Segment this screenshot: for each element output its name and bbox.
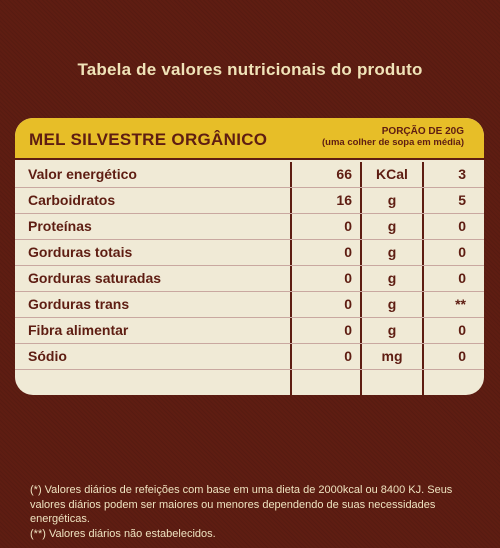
nutrient-name: Valor energético <box>28 166 137 182</box>
nutrient-amount: 0 <box>290 318 360 343</box>
table-row <box>15 214 484 240</box>
nutrient-amount: 0 <box>290 240 360 265</box>
table-row <box>15 188 484 214</box>
nutrient-name <box>15 370 290 395</box>
nutrient-daily-value: 0 <box>422 214 484 239</box>
nutrient-amount: 0 <box>290 292 360 317</box>
nutrient-name: Sódio <box>28 348 67 364</box>
page-title: Tabela de valores nutricionais do produto <box>77 60 423 79</box>
table-row <box>15 266 484 292</box>
nutrient-unit: g <box>360 318 422 343</box>
portion-label: PORÇÃO DE 20G <box>381 126 464 137</box>
nutrient-unit: g <box>360 214 422 239</box>
nutrient-daily-value: 5 <box>422 188 484 213</box>
table-row <box>15 162 484 188</box>
nutrient-name: Carboidratos <box>28 192 116 208</box>
nutrient-amount <box>290 370 360 395</box>
nutrient-unit: g <box>360 188 422 213</box>
nutrient-name: Gorduras trans <box>28 296 130 312</box>
nutrition-table <box>15 118 484 395</box>
table-row <box>15 318 484 344</box>
nutrient-unit: g <box>360 292 422 317</box>
table-row-empty <box>15 370 484 395</box>
table-row <box>15 292 484 318</box>
nutrient-daily-value <box>422 370 484 395</box>
nutrient-amount: 0 <box>290 214 360 239</box>
nutrient-name: Gorduras totais <box>28 244 133 260</box>
footnote-daily-values: (*) Valores diários de refeições com base em uma dieta de 2000kcal ou 8400 KJ. Seus valores diários podem ser maiores ou menores dependendo de suas necessidades energéticas. <box>30 484 453 525</box>
table-row <box>15 240 484 266</box>
nutrient-unit <box>360 370 422 395</box>
nutrient-unit: KCal <box>360 162 422 187</box>
nutrient-name: Gorduras saturadas <box>28 270 162 286</box>
table-header <box>15 118 484 160</box>
nutrient-amount: 0 <box>290 266 360 291</box>
table-row <box>15 344 484 370</box>
nutrient-daily-value: ** <box>422 292 484 317</box>
nutrient-daily-value: 0 <box>422 318 484 343</box>
footnote-not-established: (**) Valores diários não estabelecidos. <box>30 527 216 540</box>
nutrient-amount: 16 <box>290 188 360 213</box>
nutrient-daily-value: 3 <box>422 162 484 187</box>
portion-note: (uma colher de sopa em média) <box>321 137 464 148</box>
nutrient-amount: 66 <box>290 162 360 187</box>
nutrient-amount: 0 <box>290 344 360 369</box>
nutrient-daily-value: 0 <box>422 344 484 369</box>
product-name: MEL SILVESTRE ORGÂNICO <box>29 130 268 149</box>
nutrient-name: Proteínas <box>28 218 92 234</box>
table-body <box>15 162 484 395</box>
nutrient-daily-value: 0 <box>422 266 484 291</box>
nutrient-unit: g <box>360 266 422 291</box>
nutrient-unit: g <box>360 240 422 265</box>
nutrient-name: Fibra alimentar <box>28 322 129 338</box>
nutrient-unit: mg <box>360 344 422 369</box>
footnotes <box>30 483 470 541</box>
nutrient-daily-value: 0 <box>422 240 484 265</box>
